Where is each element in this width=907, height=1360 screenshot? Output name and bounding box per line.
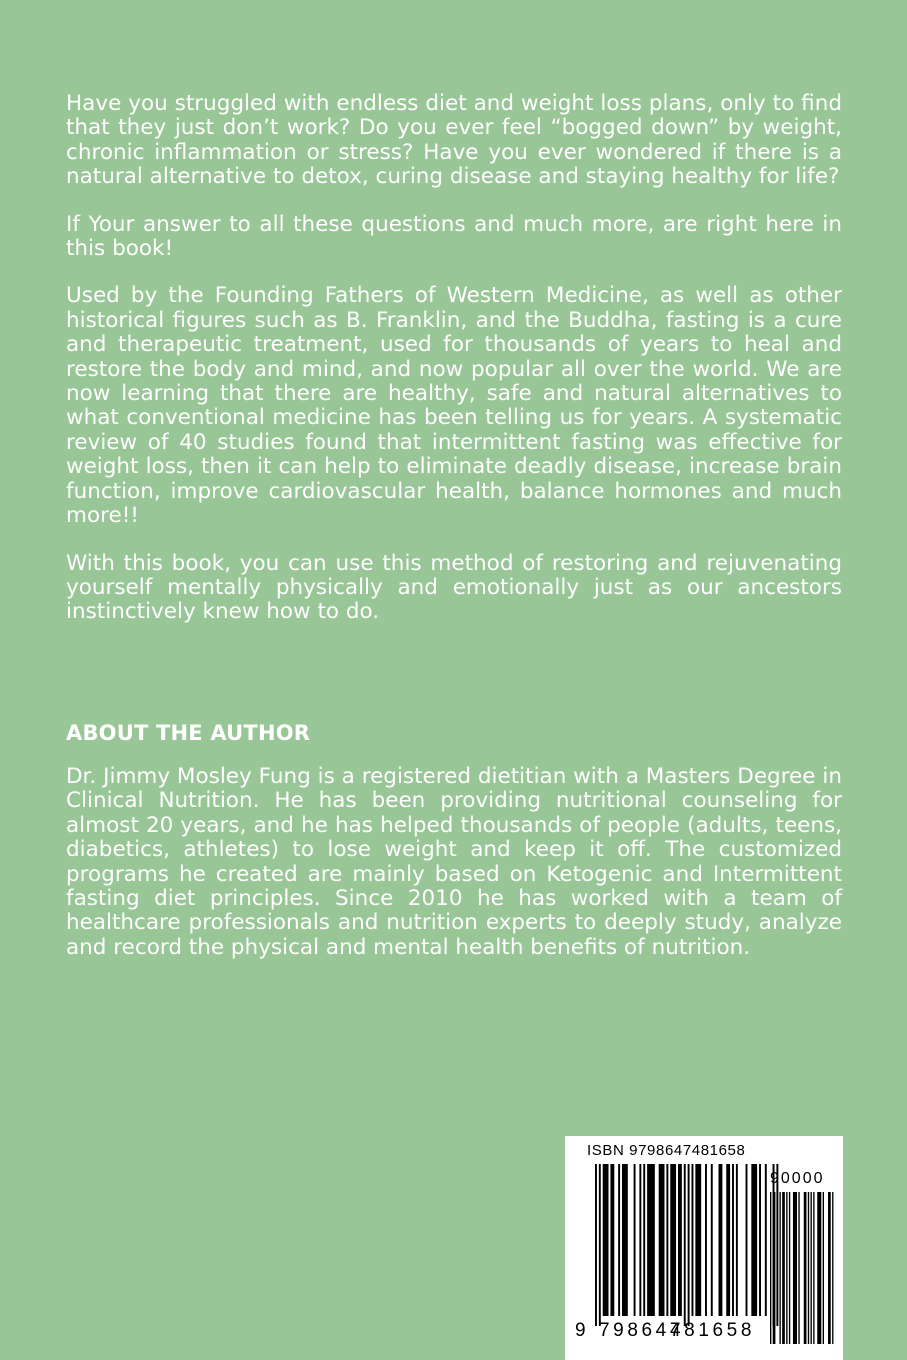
blurb-paragraph-4: With this book, you can use this method of restoring and rejuvenating yourself mentally physically and emotionally just as our ancestors instinctively knew how to do. bbox=[66, 550, 842, 625]
ean5-bar bbox=[804, 1192, 807, 1344]
ean13-bar bbox=[643, 1164, 645, 1316]
ean13-bar bbox=[695, 1164, 701, 1316]
ean5-bar bbox=[770, 1192, 771, 1344]
ean5-bar bbox=[808, 1192, 809, 1344]
ean5-bar bbox=[779, 1192, 780, 1344]
blurb-paragraph-2: If Your answer to all these questions and much more, are right here in this book! bbox=[66, 211, 842, 262]
ean13-bar bbox=[659, 1164, 665, 1316]
blurb-paragraph-1: Have you struggled with endless diet and weight loss plans, only to find that they just don’t work? Do you ever feel “bogged down” by weight, chronic inflammation or stress? Have you ever wondered if there is a natural alternative to detox, curing disease and staying healthy for life? bbox=[66, 91, 842, 190]
ean5-bar bbox=[786, 1192, 787, 1344]
ean13-bar bbox=[692, 1164, 694, 1316]
ean5-bar bbox=[789, 1192, 790, 1344]
ean13-bar bbox=[666, 1164, 668, 1316]
ean13-bar bbox=[684, 1164, 686, 1326]
ean5-bar bbox=[798, 1192, 799, 1344]
ean13-bar bbox=[622, 1164, 628, 1316]
ean5-bar bbox=[773, 1192, 776, 1344]
about-author-heading: ABOUT THE AUTHOR bbox=[66, 721, 311, 745]
ean13-bar bbox=[678, 1164, 682, 1316]
ean5-bar bbox=[813, 1192, 814, 1344]
barcode-digits-left: 798647 bbox=[599, 1320, 685, 1341]
ean5-bar bbox=[782, 1192, 785, 1344]
barcode-digit-first: 9 bbox=[575, 1320, 586, 1341]
ean13-bar bbox=[765, 1164, 767, 1316]
isbn-label: ISBN 9798647481658 bbox=[587, 1142, 746, 1159]
ean13-bar bbox=[711, 1164, 713, 1316]
isbn-barcode-box bbox=[565, 1136, 843, 1360]
ean5-bar bbox=[828, 1192, 831, 1344]
ean13-bar bbox=[599, 1164, 601, 1326]
ean13-bar bbox=[776, 1164, 778, 1326]
ean13-bar bbox=[670, 1164, 676, 1316]
price-code: 90000 bbox=[770, 1170, 825, 1187]
ean5-bar bbox=[811, 1192, 812, 1344]
ean13-bar bbox=[746, 1164, 748, 1316]
ean13-bar bbox=[634, 1164, 636, 1316]
ean5-bar bbox=[832, 1192, 833, 1344]
ean13-bar bbox=[719, 1164, 723, 1316]
ean13-bar bbox=[705, 1164, 707, 1316]
ean13-bar bbox=[736, 1164, 738, 1316]
ean5-bar bbox=[817, 1192, 821, 1344]
ean13-bar bbox=[647, 1164, 655, 1316]
ean5-bar bbox=[823, 1192, 824, 1344]
ean13-bar bbox=[688, 1164, 690, 1326]
ean13-bar bbox=[639, 1164, 641, 1316]
blurb-paragraph-3: Used by the Founding Fathers of Western Medicine, as well as other historical figures such as B. Franklin, and the Buddha, fasting is a cure and therapeutic treatment, used for thousands of years to heal and restore the body and mind, and now popular all over the world. We are now learning that there are healthy, safe and natural alternatives to what conventional medicine has been telling us for years. A systematic review of 40 studies found that intermittent fasting was effective for weight loss, then it can help to eliminate deadly disease, increase brain function, improve cardiovascular health, balance hormones and much more!! bbox=[66, 283, 842, 529]
ean13-bar bbox=[732, 1164, 734, 1316]
ean13-bar bbox=[726, 1164, 730, 1316]
ean13-bar bbox=[759, 1164, 761, 1316]
ean13-bar bbox=[610, 1164, 614, 1316]
ean5-bar bbox=[793, 1192, 797, 1344]
ean13-bar bbox=[603, 1164, 609, 1316]
ean13-bar bbox=[618, 1164, 620, 1316]
ean13-bar bbox=[595, 1164, 597, 1326]
about-author-bio: Dr. Jimmy Mosley Fung is a registered dietitian with a Masters Degree in Clinical Nutrition. He has been providing nutritional counseling for almost 20 years, and he has helped thousands of people (adults, teens, diabetics, athletes) to lose weight and keep it off. The customized programs he created are mainly based on Ketogenic and Intermittent fasting diet principles. Since 2010 he has worked with a team of healthcare professionals and nutrition experts to deeply study, analyze and record the physical and mental health benefits of nutrition. bbox=[66, 764, 842, 960]
back-cover-blurb bbox=[66, 92, 842, 625]
barcode-digits-right: 481658 bbox=[670, 1320, 756, 1341]
ean13-bar bbox=[751, 1164, 757, 1316]
